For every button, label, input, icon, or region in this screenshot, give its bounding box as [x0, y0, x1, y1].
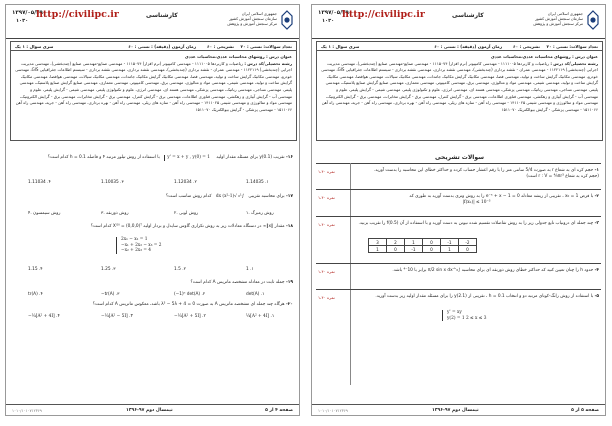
footer-code: ۱۰۱۰/۱۰۱۰۷۱۲۳۶۹ — [12, 407, 42, 413]
option-4[interactable]: −¼[A² + 4I] .۴ — [28, 314, 60, 319]
option-1[interactable]: det(A) .۱ — [246, 292, 265, 297]
q2-condition: |f(xₙ)| ≤ 10⁻³ — [462, 200, 491, 205]
q5-initial-value-system: y' = xy y(2) = 1 2 ≤ x ≤ 3 — [442, 310, 487, 321]
page-footer — [312, 404, 605, 415]
q18-equation-system: 2x₁ − x₂ = 1 −x₁ + 2x₂ − x₃ = 2 −x₂ + 2x₃ = 4 — [116, 237, 162, 254]
option-2[interactable]: 1.12034 .۲ — [174, 180, 197, 185]
major-description: رشته تحصیلی/کد درس : ریاضیات و کاربردها ۱۱۱۱۰۰۵ - مهندسی کامپیوتر (نرم افزار) ۱۱۱۵۰۷۴ - مهندسی صنایع-مهندسی صنایع (چندبخشی)، مهندسی مدیریت اجرایی (چندبخشی) ۱۱۲۲۱۱۹ - مهندسی عمران - نقشه برداری (چندبخشی)، مهندسی نقشه برداری، مهندسی نقشه برداری - سیستم اطلاعات جغرافیایی GIS، مهندسی خودرو، مهندسی مکانیک گرایش ساخت و تولید، مهندسی فضا، مهندسی مکانیک گرایش مکانیک جامدات، مهندسی مکانیک سیالات، مهندسی هوافضا، مهندسی مکانیک گرایش ساخت و تولید، مهندسی شیمی، مهندسی مواد و متالوژی، مهندسی برق، مهندسی کامپیوتر، مهندسی معماری، مهندسی صنایع گرایش صنایع پلاستیک، مهندسی پلیمر، مهندسی نساجی، مهندسی رباتیک، مهندسی پزشکی، مهندسی هسته ای، مهندسی انرژی، علوم و تکنولوژی پلیمر، مهندسی شیمی - گرایش پلیمر، علوم و مهندسی آب - گرایش آبیاری و زهکشی، مهندسی فناوری اطلاعات، مهندسی برق - گرایش کنترل، مهندسی برق - گرایش مخابرات، مهندسی برق - گرایش الکترونیک، مهندسی مواد و متالورژی و مهندسی شیمی ۱۴۱۱۰۲۵ - مهندسی راه آهن - سازه های ریلی، مهندسی راه آهن - بهره برداری، مهندسی راه آهن - جریه، مهندسی راه آهن ۱۵۱۱۰۶۶ - مهندسی پزشکی - گرایش بیوالکتریک ۱۵۱۱۰۷۰ — [15, 60, 292, 112]
option-1[interactable]: ¼[A² + 4I] .۱ — [246, 314, 275, 319]
points-label: ۱،۴۰ نمره — [318, 222, 335, 227]
option-1[interactable]: 1 .۱ — [246, 267, 254, 272]
exam-date: ۱۳۹۷/۰۵/۲۹ — [318, 10, 349, 16]
q18-options — [6, 267, 301, 275]
lesson-title: عنوان درس : روشهای محاسبات عددی،محاسبات عددی — [491, 54, 598, 59]
site-url[interactable]: http://civilipc.ir — [342, 9, 425, 20]
page-number: صفحه ۴ از ۵ — [265, 407, 293, 413]
exam-time: زمان آزمون (دقیقه) : تستی : ۶۰ — [128, 43, 196, 49]
semester-label: نیمسال دوم ۹۷-۱۳۹۶ — [432, 407, 479, 413]
exam-info-row — [317, 42, 602, 51]
option-2[interactable]: (−1)ⁿ det(A) .۲ — [174, 292, 206, 297]
document-title: کارشناسی — [146, 12, 178, 19]
exam-code: ۱۰۳۰ — [322, 18, 335, 24]
exam-info-box — [316, 41, 603, 141]
option-3[interactable]: روش ذوزنقه .۳ — [101, 211, 129, 216]
option-3[interactable]: −¼[A² − 5I] .۳ — [101, 314, 133, 319]
divider — [316, 163, 601, 164]
university-logo-icon — [280, 10, 294, 30]
descriptive-question-1: ۱- حجم کره ای به شعاع r به صورت 5/4 سانتی متر را با رقم اعشار حساب کرده و حداکثر خطای این محاسبه را بدست آورید. (حجم کره به شعاع r : V = ⁴⁄₃πr³ است) — [354, 168, 599, 180]
points-column-divider — [350, 163, 351, 385]
descriptive-question-3: ۳- چند جمله ای درونیاب تابع جدولی زیر را به روش تفاضلات تقسیم شده نیوتن به دست آورید و با استفاده از آن f(0.5) را تقریب بزنید. — [358, 221, 599, 226]
organization-name: جمهوری اسلامی ایران سازمان سنجش آموزش کشور مرکز سنجش آموزش و پژوهش — [533, 11, 583, 26]
major-description: رشته تحصیلی/کد درس : ریاضیات و کاربردها ۱۱۱۱۰۰۵ - مهندسی کامپیوتر (نرم افزار) ۱۱۱۵۰۷۴ - مهندسی صنایع-مهندسی صنایع (چندبخشی)، مهندسی مدیریت اجرایی (چندبخشی) ۱۱۲۲۱۱۹ - مهندسی عمران - نقشه برداری (چندبخشی)، مهندسی نقشه برداری، مهندسی نقشه برداری - سیستم اطلاعات جغرافیایی GIS، مهندسی خودرو، مهندسی مکانیک گرایش ساخت و تولید، مهندسی فضا، مهندسی مکانیک گرایش مکانیک جامدات، مهندسی مکانیک سیالات، مهندسی هوافضا، مهندسی مکانیک گرایش ساخت و تولید، مهندسی شیمی، مهندسی مواد و متالوژی، مهندسی برق، مهندسی کامپیوتر، مهندسی معماری، مهندسی صنایع گرایش صنایع پلاستیک، مهندسی پلیمر، مهندسی نساجی، مهندسی رباتیک، مهندسی پزشکی، مهندسی هسته ای، مهندسی انرژی، علوم و تکنولوژی پلیمر، مهندسی شیمی - گرایش پلیمر، علوم و مهندسی آب - گرایش آبیاری و زهکشی، مهندسی فناوری اطلاعات، مهندسی برق - گرایش کنترل، مهندسی برق - گرایش مخابرات، مهندسی برق - گرایش الکترونیک، مهندسی مواد و متالورژی و مهندسی شیمی ۱۴۱۱۰۲۵ - مهندسی راه آهن - سازه های ریلی، مهندسی راه آهن - بهره برداری، مهندسی راه آهن - جریه، مهندسی راه آهن ۱۵۱۱۰۶۶ - مهندسی پزشکی - گرایش بیوالکتریک ۱۵۱۱۰۷۰ — [321, 60, 598, 112]
descriptive-questions-title: سوالات تشریحی — [434, 154, 485, 161]
descriptive-count: تشریحی : ۶۰ — [513, 43, 540, 49]
divider — [316, 263, 601, 264]
question-18: ۱۸- مقدار ‖x‖∞ در دستگاه معادلات زیر به روش تکراری گاوس سایدل و بردار اولیه X⁽⁰⁾ = (0,0,0)ᵀ کدام است؟ — [90, 224, 293, 229]
option-3[interactable]: 1.25 .۳ — [101, 267, 116, 272]
site-url[interactable]: http://civilipc.ir — [36, 9, 119, 20]
table-row: 3 2 1 0 -1 -2 — [369, 239, 477, 246]
divider — [316, 289, 601, 290]
question-19: ۱۹- جمله ثابت در معادله مشخصه ماتریس A کدام است؟ — [190, 280, 293, 285]
option-1[interactable]: روش رمبرگ .۱ — [246, 211, 274, 216]
exam-date: ۱۳۹۷/۰۵/۲۹ — [12, 10, 43, 16]
descriptive-question-2: ۲- با فرض x₀ = 1 ، تقریبی از ریشه معادله e⁻ˣ + x − 1 = 0 را به روش وتری بدست آورید به طوری که |f(xₙ)| ≤ 10⁻³ — [354, 194, 599, 206]
lesson-title: عنوان درس : روشهای محاسبات عددی،محاسبات عددی — [185, 54, 292, 59]
exam-code: ۱۰۳۰ — [16, 18, 29, 24]
question-20: ۲۰- هرگاه چند جمله ای مشخصه ماتریس A به صورت λ³ − 5λ + 4 = 0 باشد، معکوس ماتریس A کدام است؟ — [92, 302, 293, 307]
organization-name: جمهوری اسلامی ایران سازمان سنجش آموزش کشور مرکز سنجش آموزش و پژوهش — [227, 11, 277, 26]
exam-info-body — [15, 54, 292, 113]
q1-note: (حجم کره به شعاع r : V = ⁴⁄₃πr³ است) — [526, 174, 599, 179]
q16-options — [6, 180, 301, 188]
divider — [316, 216, 601, 217]
table-row: 1 0 -1 0 1 0 — [369, 246, 477, 253]
page-header — [6, 5, 299, 39]
option-4[interactable]: 1.15 .۴ — [28, 267, 43, 272]
exam-page-5 — [311, 4, 606, 416]
exam-info-row — [11, 42, 296, 51]
descriptive-question-4: ۴- حدود h را چنان تعیین کنید که حداکثر خطای روش ذوزنقه ای برای محاسبه ∫₀^π/2 sin x dx برابر با 10⁻⁴ باشد. — [392, 268, 599, 273]
q19-options — [6, 292, 301, 300]
question-series: سری سوال : ۱ یک — [321, 43, 360, 49]
question-17: ۱۷- برای محاسبه تقریبی ∫₀¹ √(1-x²) dx کدام روش مناسب است؟ — [165, 194, 293, 199]
option-4[interactable]: 1.11034 .۴ — [28, 180, 51, 185]
option-4[interactable]: tr(A) .۴ — [28, 292, 43, 297]
q17-options — [6, 211, 301, 219]
questions-count: تعداد سوالات: تستی : ۲۰ — [546, 43, 598, 49]
university-logo-icon — [586, 10, 600, 30]
points-label: ۱،۴۰ نمره — [318, 269, 335, 274]
page-footer — [6, 404, 299, 415]
descriptive-question-5: ۵- با استفاده از روش رانگ-کوتای مرتبه دو و انتخاب h = 0.1 ، تقریبی از y(2.1) را برای مسئله مقدار اولیه زیر بدست آورید. — [375, 294, 599, 299]
questions-count: تعداد سوالات: تستی : ۲۰ — [240, 43, 292, 49]
option-1[interactable]: 1.14035 .۱ — [246, 180, 269, 185]
question-series: سری سوال : ۱ یک — [15, 43, 54, 49]
exam-page-4 — [5, 4, 300, 416]
option-3[interactable]: −tr(A) .۳ — [101, 292, 120, 297]
points-label: ۱،۴۰ نمره — [318, 195, 335, 200]
option-2[interactable]: 1.5 .۲ — [174, 267, 186, 272]
document-title: کارشناسی — [452, 12, 484, 19]
option-4[interactable]: روش سیمسون .۴ — [28, 211, 61, 216]
option-2[interactable]: روش لوبی .۲ — [174, 211, 199, 216]
option-2[interactable]: −¼[A² + 5I] .۲ — [174, 314, 206, 319]
interpolation-table — [368, 238, 477, 253]
q20-options — [6, 314, 301, 322]
footer-code: ۱۰۱۰/۱۰۱۰۷۱۲۳۶۹ — [318, 407, 348, 413]
semester-label: نیمسال دوم ۹۷-۱۳۹۶ — [126, 407, 173, 413]
points-label: ۱،۴۰ نمره — [318, 169, 335, 174]
option-3[interactable]: 1.10035 .۳ — [101, 180, 124, 185]
page-number: صفحه ۵ از ۵ — [571, 407, 599, 413]
question-16: ۱۶- تقریب y(0.1) برای مسئله مقدار اولیه y' = x + y , y(0) = 1 با استفاده از روش تیلور مرتبه ۴ و فاصله h = 0.1 کدام است؟ — [47, 155, 293, 160]
exam-info-body — [321, 54, 598, 113]
q16-initial-value-system: y' = x + y , y(0) = 1 — [164, 155, 212, 161]
page-header — [312, 5, 605, 39]
divider — [316, 189, 601, 190]
descriptive-count: تشریحی : ۶۰ — [207, 43, 234, 49]
q17-integral: ∫₀¹ √(1-x²) dx — [215, 194, 244, 199]
exam-time: زمان آزمون (دقیقه) : تستی : ۶۰ — [434, 43, 502, 49]
exam-info-box — [10, 41, 297, 141]
points-label: ۱،۴۰ نمره — [318, 295, 335, 300]
